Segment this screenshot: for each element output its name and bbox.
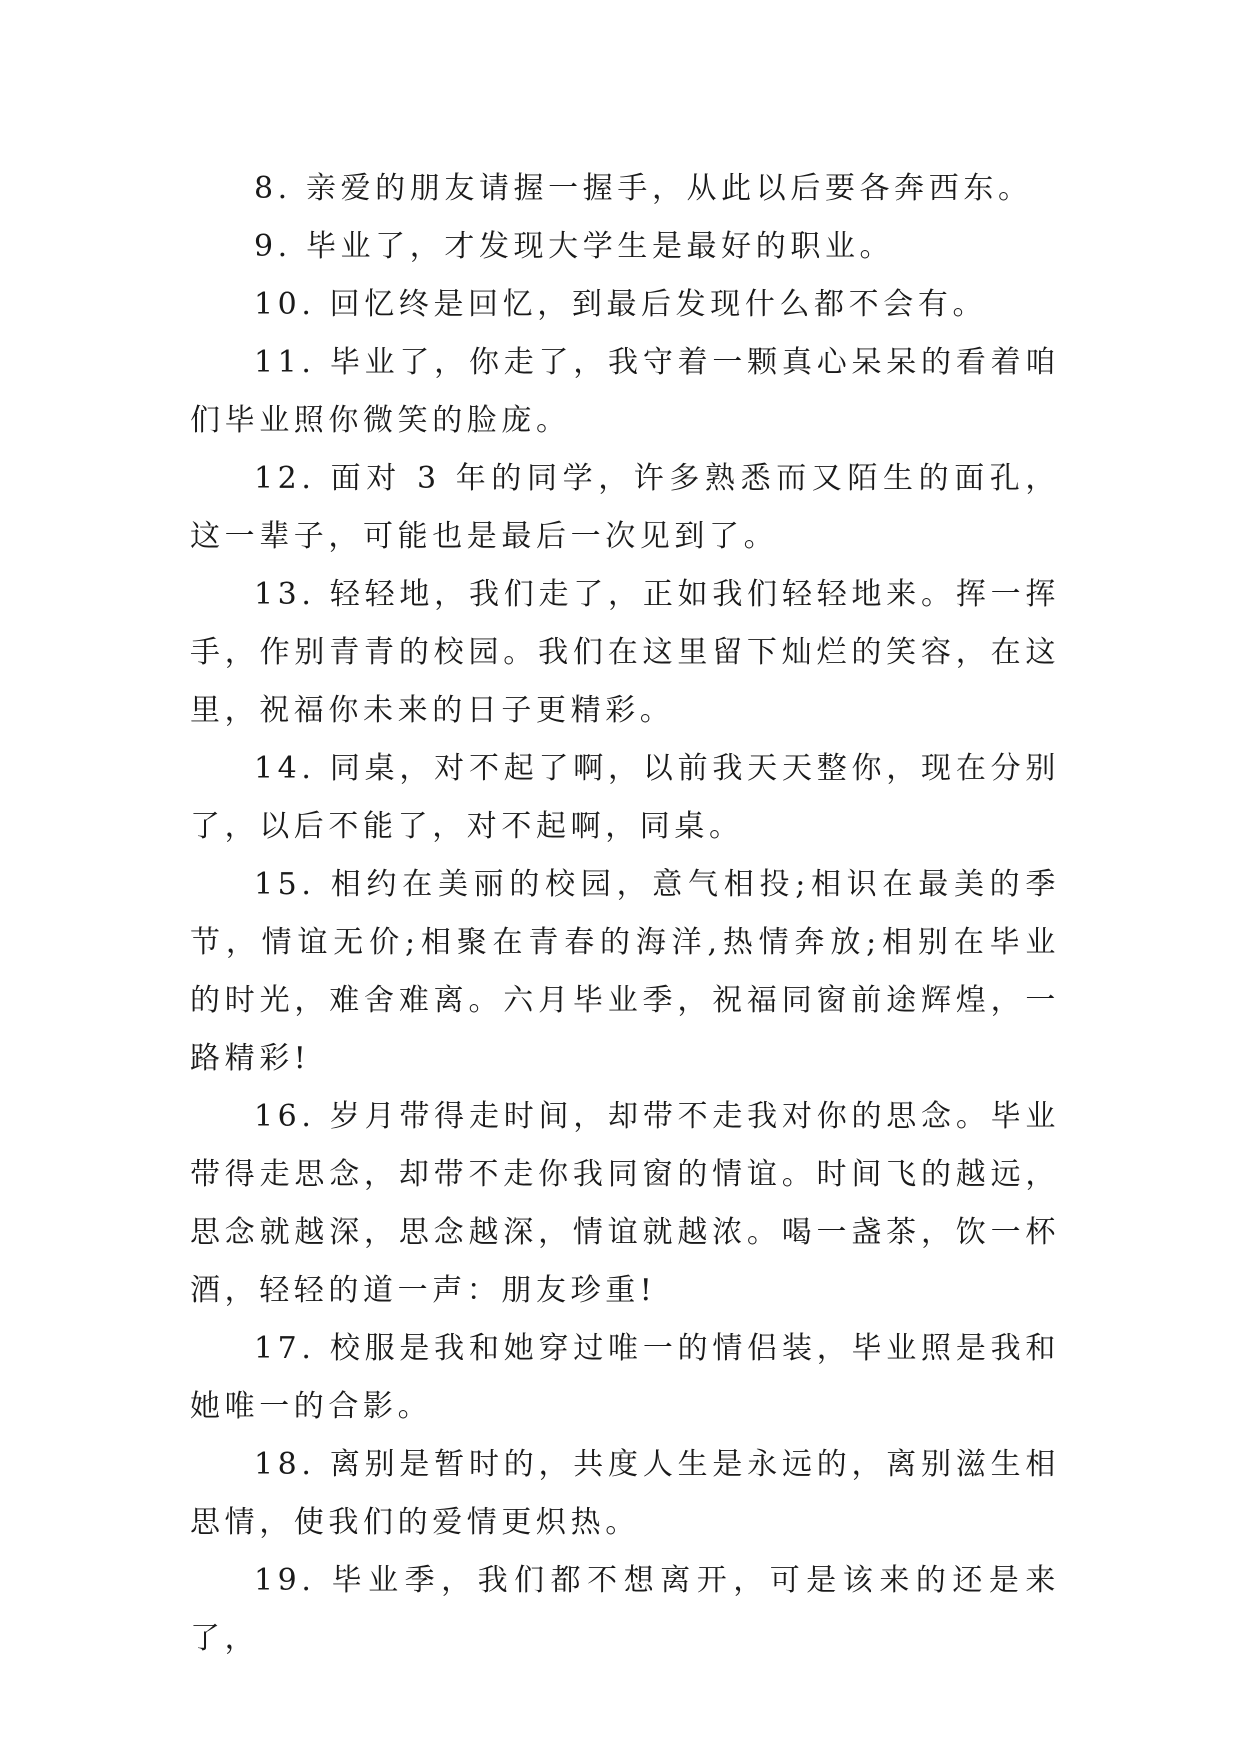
paragraph-19: 19. 毕业季，我们都不想离开，可是该来的还是来了， [190,1563,1060,1656]
paragraph-12: 12. 面对 3 年的同学，许多熟悉而又陌生的面孔，这一辈子，可能也是最后一次见到了。 [190,461,1060,554]
paragraph-15: 15. 相约在美丽的校园，意气相投;相识在最美的季节，情谊无价;相聚在青春的海洋,热情奔放;相别在毕业的时光，难舍难离。六月毕业季，祝福同窗前途辉煌，一路精彩! [190,867,1060,1076]
paragraph-9: 9. 毕业了，才发现大学生是最好的职业。 [254,229,895,264]
paragraph-11: 11. 毕业了，你走了，我守着一颗真心呆呆的看着咱们毕业照你微笑的脸庞。 [190,345,1060,438]
paragraph-14: 14. 同桌，对不起了啊，以前我天天整你，现在分别了，以后不能了，对不起啊，同桌。 [190,751,1060,844]
paragraph-17: 17. 校服是我和她穿过唯一的情侣装，毕业照是我和她唯一的合影。 [190,1331,1060,1424]
paragraph-10: 10. 回忆终是回忆，到最后发现什么都不会有。 [254,287,988,322]
paragraph-16: 16. 岁月带得走时间，却带不走我对你的思念。毕业带得走思念，却带不走你我同窗的情谊。时间飞的越远，思念就越深，思念越深，情谊就越浓。喝一盏茶，饮一杯酒，轻轻的道一声：朋友珍重! [190,1099,1060,1308]
paragraph-13: 13. 轻轻地，我们走了，正如我们轻轻地来。挥一挥手，作别青青的校园。我们在这里留下灿烂的笑容，在这里，祝福你未来的日子更精彩。 [190,577,1060,728]
paragraph-18: 18. 离别是暂时的，共度人生是永远的，离别滋生相思情，使我们的爱情更炽热。 [190,1447,1060,1540]
body-text [190,160,1060,1668]
paragraph-8: 8. 亲爱的朋友请握一握手，从此以后要各奔西东。 [254,171,1033,206]
